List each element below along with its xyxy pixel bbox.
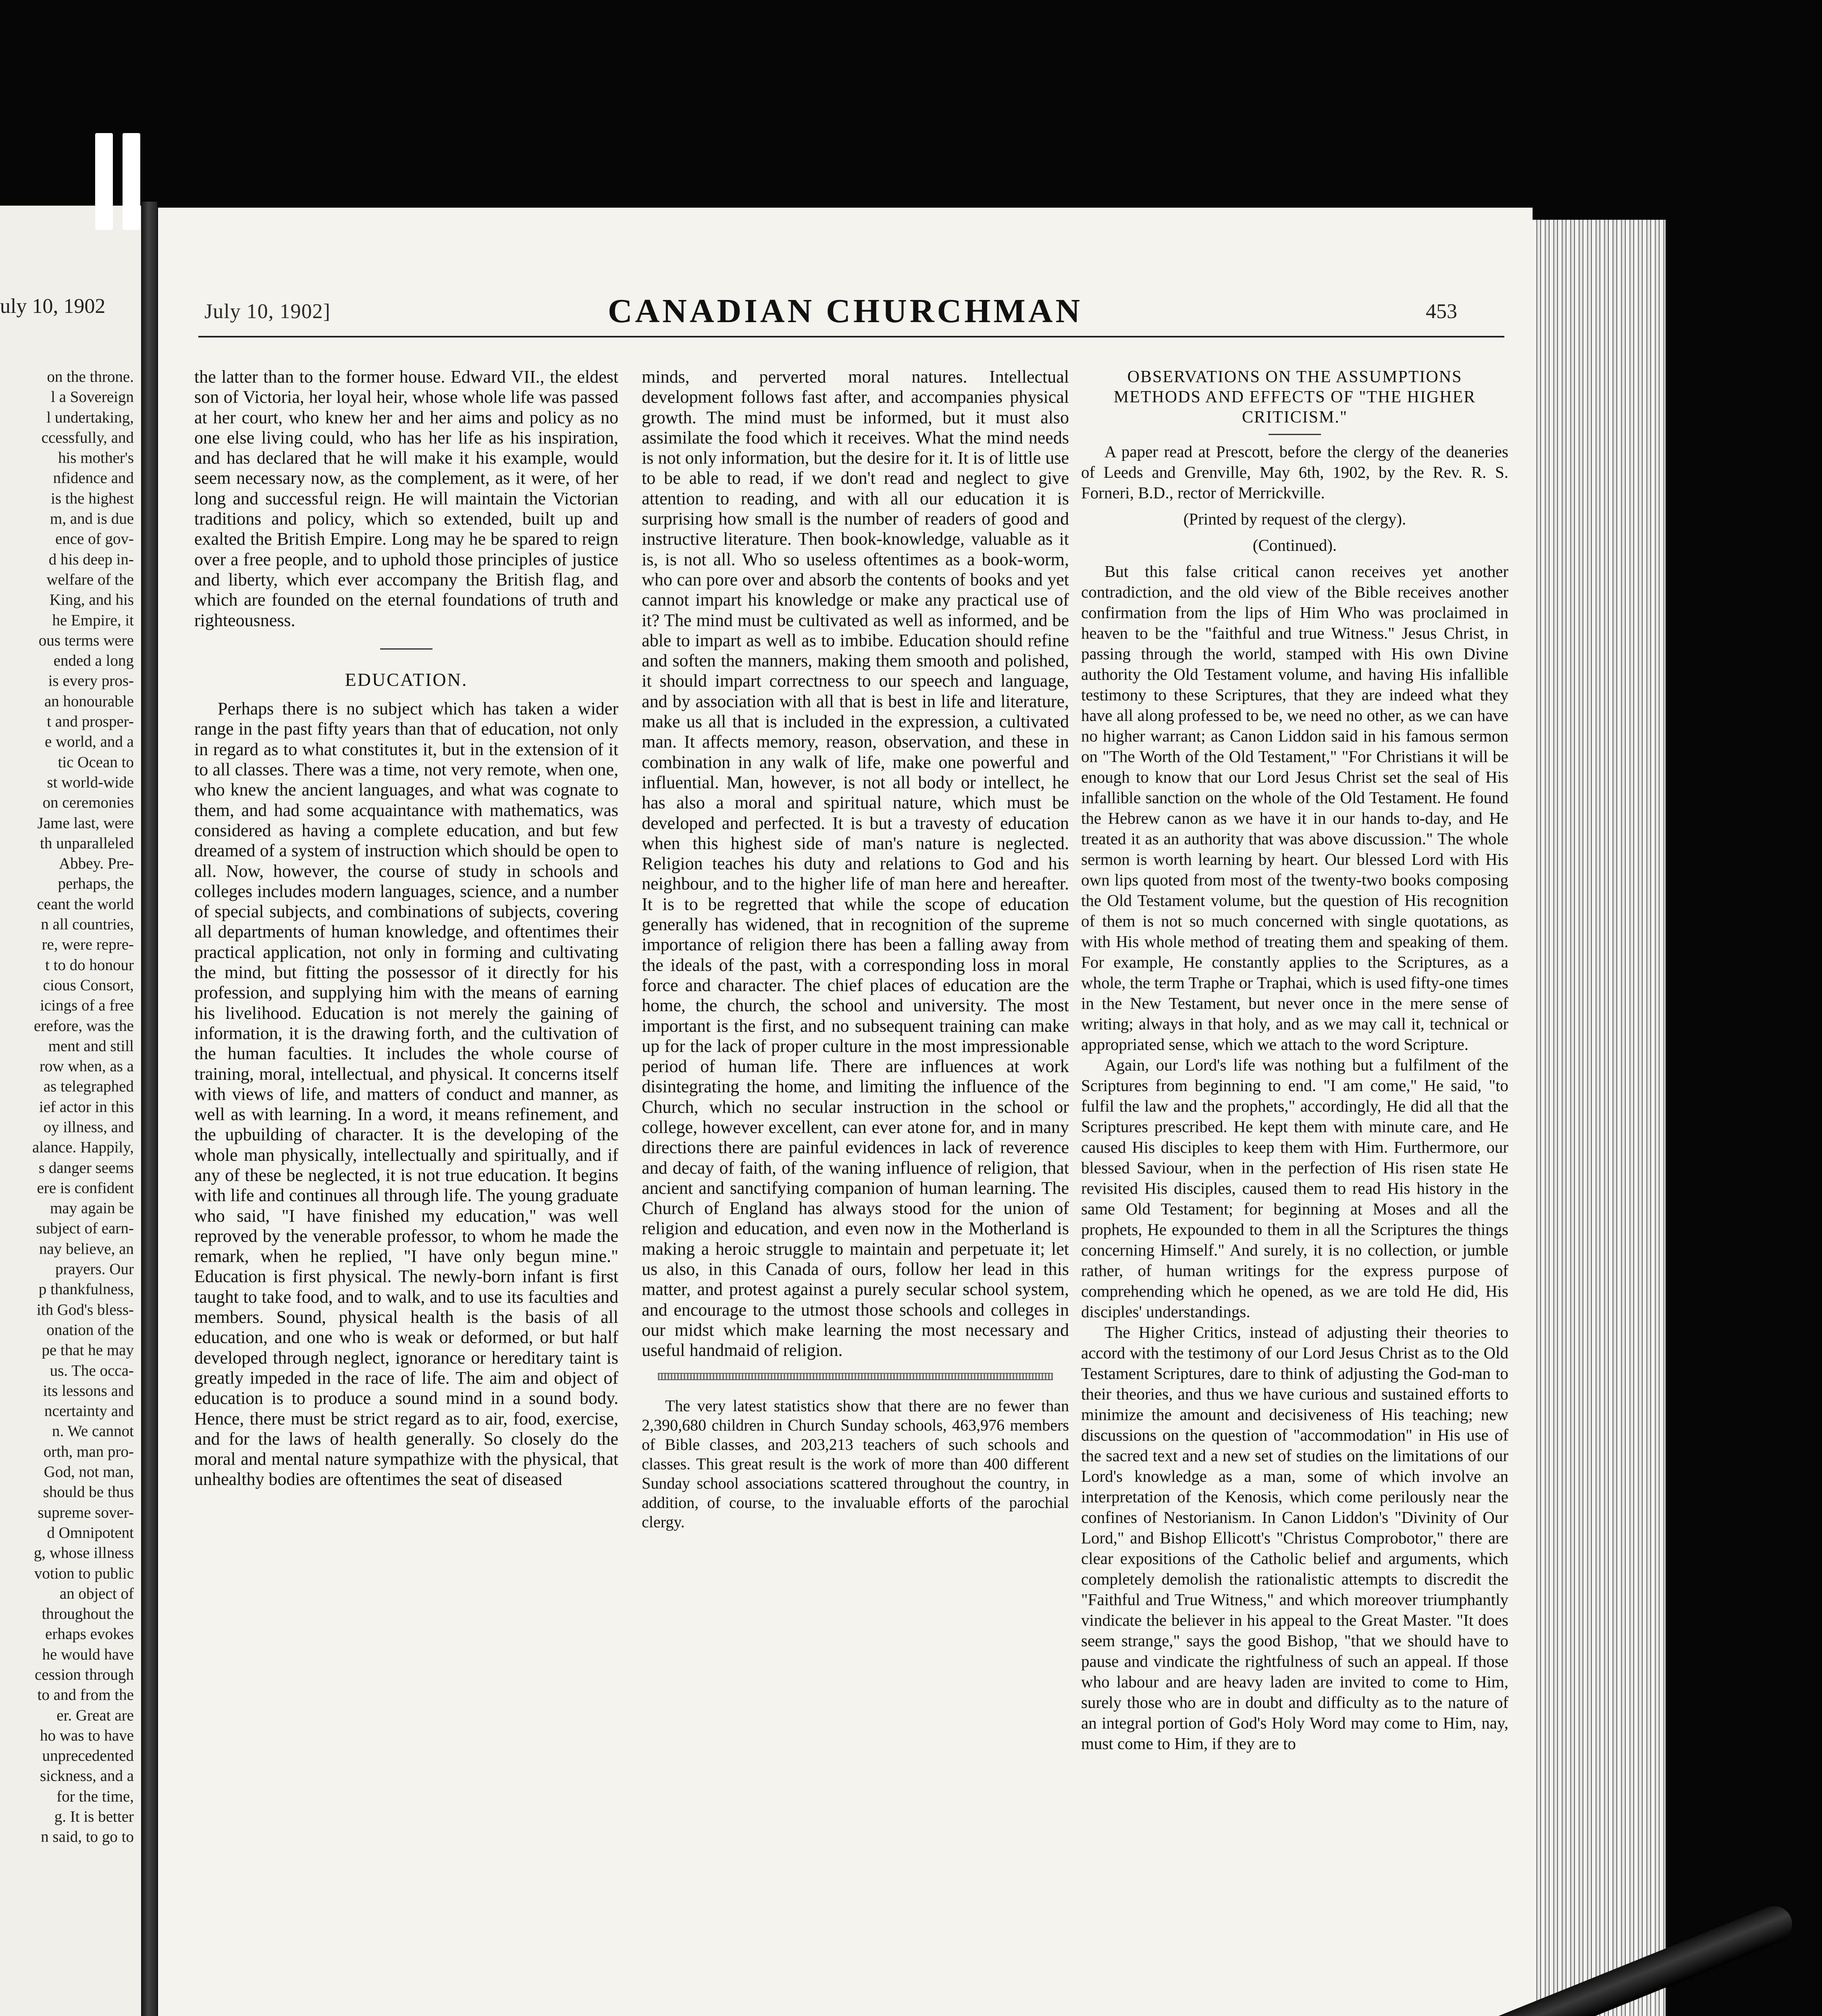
article-title-higher-criticism: OBSERVATIONS ON THE ASSUMPTIONS METHODS AND EFFECTS OF "THE HIGHER CRITICISM." bbox=[1113, 368, 1476, 427]
facing-page-header-date: uly 10, 1902 bbox=[0, 295, 106, 318]
facing-page-line: t and prosper- bbox=[47, 713, 134, 731]
facing-page-line: he would have bbox=[42, 1645, 134, 1663]
facing-page-line: ief actor in this bbox=[39, 1098, 134, 1116]
title-divider bbox=[1269, 434, 1321, 435]
facing-page-line: orth, man pro- bbox=[43, 1443, 134, 1460]
facing-page-line: onation of the bbox=[46, 1321, 134, 1339]
facing-page-line: for the time, bbox=[56, 1787, 134, 1805]
facing-page-line: ncertainty and bbox=[44, 1402, 134, 1420]
facing-page-line: ence of gov- bbox=[55, 530, 134, 548]
facing-page-line: alance. Happily, bbox=[32, 1139, 134, 1156]
facing-page-line: sickness, and a bbox=[40, 1767, 134, 1785]
facing-page-line: Jame last, were bbox=[37, 814, 134, 832]
facing-page-line: should be thus bbox=[43, 1483, 134, 1501]
facing-page-line: God, not man, bbox=[44, 1463, 134, 1481]
ornamental-rule bbox=[658, 1373, 1053, 1380]
facing-page-line: pe that he may bbox=[42, 1341, 134, 1359]
column-2 bbox=[642, 367, 1069, 1532]
facing-page-line: icings of a free bbox=[40, 997, 134, 1014]
newspaper-page bbox=[158, 208, 1533, 2016]
facing-page-line: nay believe, an bbox=[39, 1240, 134, 1258]
facing-page-line: ous terms were bbox=[38, 631, 134, 649]
facing-page-line: his mother's bbox=[58, 449, 134, 467]
facing-page-line: throughout the bbox=[42, 1605, 134, 1623]
facing-page-line: to and from the bbox=[37, 1686, 134, 1704]
paragraph-coronation-conclusion: the latter than to the former house. Edward VII., the eldest son of Victoria, her loyal heir, whose whole life was passed at her court, who knew her and her aims and policy as no one else living could, who has her life as his inspiration, and has declared that he will make it his example, would seem necessary now, as the complement, as it were, of her long and successful reign. He will maintain the Victorian traditions and policy, which so extended, built up and exalted the British Empire. Long may he be spared to reign over a free people, and to uphold those principles of justice and liberty, which ever accompany the British flag, and which are founded on the eternal foundations of truth and righteousness. bbox=[194, 367, 618, 630]
facing-page-line: on ceremonies bbox=[42, 794, 134, 812]
facing-page-line: may again be bbox=[50, 1200, 134, 1217]
facing-page-line: m, and is due bbox=[50, 510, 134, 528]
facing-page-line: ccessfully, and bbox=[41, 429, 134, 446]
section-title-education: EDUCATION. bbox=[345, 669, 468, 690]
facing-page-line: st world-wide bbox=[47, 773, 134, 791]
printed-by-request-note: (Printed by request of the clergy). bbox=[1183, 510, 1406, 528]
article-byline: A paper read at Prescott, before the clergy of the deaneries of Leeds and Grenville, May 6th, 1902, by the Rev. R. S. Forneri, B.D., rector of Merrickville. bbox=[1081, 442, 1508, 502]
facing-page-line: n all countries, bbox=[41, 916, 134, 933]
facing-page-line: on the throne. bbox=[47, 368, 134, 385]
facing-page-line: welfare of the bbox=[46, 571, 134, 588]
film-clip-mark bbox=[123, 133, 140, 230]
facing-page-line: th unparalleled bbox=[40, 834, 134, 852]
facing-page-line: ceant the world bbox=[37, 895, 134, 913]
paragraph-education-continued: minds, and perverted moral natures. Intellectual development follows fast after, and accompanies physical growth. The mind must be informed, but it must also assimilate the food which it receives. What the mind needs is not only information, but the desire for it. It is of little use to be able to read, if we don't read and neglect to give attention to reading, and with all our education it is surprising how small is the number of readers of good and instructive literature. Then book-knowledge, valuable as it is, is not all. Who so useless oftentimes as a book-worm, who can pore over and absorb the contents of books and yet cannot impart his knowledge or make any practical use of it? The mind must be cultivated as well as informed, and be able to impart as well as to imbibe. Education should refine and soften the manners, making them smooth and polished, it should impart correctness to our speech and language, and by association with all that is best in life and literature, make us all that is included in the expression, a cultivated man. It affects memory, reason, observation, and these in combination in any walk of life, make one powerful and influential. Man, however, is not all body or intellect, he has also a moral and spiritual nature, which must be developed and perfected. It is but a travesty of education when this highest side of man's nature is neglected. Religion teaches his duty and relations to God and his neighbour, and to the higher life of man here and hereafter. It is to be regretted that while the scope of education generally has widened, that in recognition of the supreme importance of religion there has been a falling away from the ideals of the past, with a corresponding loss in moral force and character. The chief places of education are the home, the church, the school and university. The most important is the first, and no subsequent training can make up for the lack of proper culture in the most impressionable period of human life. There are influences at work disintegrating the home, and limiting the influence of the Church, which no secular instruction in the school or college, however excellent, can ever atone for, and in many directions there are painful evidences in lack of reverence and decay of faith, of the waning influence of religion, that ancient and sanctifying companion of human learning. The Church of England has always stood for the union of religion and education, and even now in the Motherland is making a heroic struggle to maintain and perpetuate it; let us also, in this Canada of ours, follow her lead in this matter, and protest against a purely secular school system, and encourage to the utmost those schools and colleges in our midst which make learning the most necessary and useful handmaid of religion. bbox=[642, 367, 1069, 1360]
facing-page-line: an honourable bbox=[44, 692, 134, 710]
facing-page-line: erhaps evokes bbox=[45, 1625, 134, 1643]
facing-page-line: e world, and a bbox=[45, 733, 134, 751]
book-gutter bbox=[141, 202, 157, 2016]
facing-page-line: t to do honour bbox=[45, 956, 134, 974]
facing-page-line: l a Sovereign bbox=[51, 388, 134, 406]
book-page-edges bbox=[1533, 220, 1666, 2016]
facing-page-line: erefore, was the bbox=[34, 1017, 134, 1035]
continued-note: (Continued). bbox=[1252, 536, 1337, 554]
facing-page-line: ith God's bless- bbox=[36, 1301, 134, 1318]
facing-page-line: its lessons and bbox=[43, 1382, 134, 1400]
facing-page-line: an object of bbox=[59, 1585, 134, 1602]
facing-page-line: l undertaking, bbox=[46, 408, 134, 426]
masthead-title: CANADIAN CHURCHMAN bbox=[607, 292, 1083, 330]
facing-page-line: ho was to have bbox=[40, 1727, 134, 1744]
facing-page-line: supreme sover- bbox=[37, 1504, 134, 1521]
facing-page-line: re, were repre- bbox=[42, 936, 134, 954]
facing-page-line: row when, as a bbox=[40, 1058, 134, 1075]
facing-page-line: subject of earn- bbox=[36, 1220, 134, 1237]
facing-page-line: tic Ocean to bbox=[58, 753, 134, 771]
facing-page-line: cession through bbox=[35, 1666, 134, 1683]
facing-page-line: is every pros- bbox=[48, 672, 134, 690]
header-rule bbox=[198, 336, 1504, 337]
facing-page-line: oy illness, and bbox=[43, 1118, 134, 1136]
facing-page-line: us. The occa- bbox=[50, 1362, 134, 1379]
facing-page-line: ere is confident bbox=[37, 1179, 134, 1197]
paragraph-canon-contradiction: But this false critical canon receives yet another contradiction, and the old view of the Bible receives another confirmation from the lips of Him Who was proclaimed in heaven to be the "faithful and true Witness." Jesus Christ, in passing through the world, stamped with His own Divine authority the Old Testament volume, and having His infallible testimony to these Scriptures, that they are indeed what they have all along professed to be, we need no other, as we can have no higher warrant; as Canon Liddon said in his famous sermon on "The Worth of the Old Testament," "For Christians it will be enough to know that our Lord Jesus Christ set the seal of His infallible sanction on the whole of the Old Testament. He found the Hebrew canon as we have it in our hands to-day, and He treated it as an authority that was above discussion." The whole sermon is worth learning by heart. Our blessed Lord with His own lips quoted from most of the twenty-two books composing the Old Testament volume, but the question of His recognition of them is not so much concerned with single quotations, as with His whole method of treating them and speaking of them. For example, He constantly applies to the Scriptures, as a whole, the term Traphe or Traphai, which is used fifty-one times in the New Testament, but never once in the mere sense of writing; always in that holy, and as we may call it, technical or appropriated sense, which we attach to the word Scripture. bbox=[1081, 562, 1508, 1054]
paragraph-fulfilment-of-scriptures: Again, our Lord's life was nothing but a fulfilment of the Scriptures from beginning to end. "I am come," He said, "to fulfil the law and the prophets," accordingly, He did all that the Scriptures prescribed. He kept them with minute care, and He caused His disciples to keep them with Him. Furthermore, our blessed Saviour, when in the perfection of His risen state He revisited His disciples, caused them to read His history in the same Old Testament; for beginning at Moses and all the prophets, He expounded to them in all the Scriptures the things concerning Himself." And surely, it is no collection, or jumble rather, of human writings for the express purpose of comprehending which he opened, as we are told He did, His disciples' understandings. bbox=[1081, 1056, 1508, 1321]
column-1 bbox=[194, 367, 618, 1490]
facing-page-line: g. It is better bbox=[54, 1808, 134, 1826]
facing-page-line: s danger seems bbox=[38, 1159, 134, 1177]
facing-page-line: g, whose illness bbox=[33, 1544, 134, 1562]
running-header-date: July 10, 1902] bbox=[204, 300, 331, 323]
facing-page-text bbox=[1, 367, 134, 1847]
facing-page-line: n. We cannot bbox=[52, 1422, 134, 1440]
facing-page-line: n said, to go to bbox=[41, 1828, 134, 1846]
facing-page-line: Abbey. Pre- bbox=[59, 855, 134, 873]
facing-page-line: d Omnipotent bbox=[47, 1524, 134, 1541]
facing-page-line: is the highest bbox=[51, 489, 134, 507]
section-divider bbox=[380, 648, 433, 650]
facing-page-line: prayers. Our bbox=[55, 1260, 134, 1278]
facing-page-line: as telegraphed bbox=[43, 1078, 134, 1095]
film-clip-mark bbox=[95, 133, 113, 230]
facing-page bbox=[0, 206, 141, 2016]
paragraph-higher-critics: The Higher Critics, instead of adjusting their theories to accord with the testimony of our Lord Jesus Christ as to the Old Testament Scriptures, dare to think of adjusting the God-man to their theories, and thus we have curious and sustained efforts to minimize the amount and decisiveness of His teaching; new discussions on the question of "accommodation" in His use of the sacred text and a new set of studies on the limitations of our Lord's knowledge as a man, some of which involve an interpretation of the Kenosis, which come perilously near the confines of Nestorianism. In Canon Liddon's "Divinity of Our Lord," and Bishop Ellicott's "Christus Comprobotor," there are clear expositions of the Catholic belief and arguments, which completely demolish the rationalistic attempts to discredit the "Faithful and True Witness," and which moreover triumphantly vindicate the believer in his appeal to the Great Master. "It does seem strange," says the good Bishop, "that we should have to pause and vindicate the rightfulness of such an appeal. If those who labour and are heavy laden are invited to come to Him, surely those who are in doubt and difficulty as to the nature of an integral portion of God's Holy Word may come to Him, nay, must come to Him, if they are to bbox=[1081, 1323, 1508, 1753]
facing-page-line: nfidence and bbox=[53, 469, 134, 487]
facing-page-line: d his deep in- bbox=[48, 550, 134, 568]
facing-page-line: ended a long bbox=[53, 652, 134, 670]
facing-page-line: perhaps, the bbox=[58, 875, 134, 893]
facing-page-line: ment and still bbox=[48, 1037, 134, 1055]
facing-page-line: unprecedented bbox=[42, 1747, 134, 1765]
facing-page-line: er. Great are bbox=[56, 1706, 134, 1724]
facing-page-line: p thankfulness, bbox=[38, 1281, 134, 1298]
facing-page-line: votion to public bbox=[34, 1564, 134, 1582]
paragraph-sunday-school-statistics: The very latest statistics show that there are no fewer than 2,390,680 children in Church Sunday schools, 463,976 members of Bible classes, and 203,213 teachers of such schools and classes. This great result is the work of more than 400 different Sunday school associations scattered throughout the country, in addition, of course, to the invaluable efforts of the parochial clergy. bbox=[642, 1396, 1069, 1531]
facing-page-line: he Empire, it bbox=[52, 611, 134, 629]
column-3 bbox=[1081, 367, 1508, 1754]
facing-page-line: cious Consort, bbox=[43, 976, 134, 994]
paragraph-education: Perhaps there is no subject which has taken a wider range in the past fifty years than that of education, not only in regard as to what constitutes it, but in the extension of it to all classes. There was a time, not very remote, when one, who knew the ancient languages, and what was cognate to them, and had some acquaintance with mathematics, was considered as having a complete education, and but few dreamed of a system of instruction which should be open to all. Now, however, the course of study in schools and colleges includes modern languages, science, and a number of special subjects, and combinations of subjects, covering all departments of human knowledge, and oftentimes their practical application, not only in forming and cultivating the mind, but fitting the possessor of it directly for his profession, and supplying him with the means of earning his livelihood. Education is not merely the gaining of information, it is the drawing forth, and the cultivation of the human faculties. It includes the whole course of training, moral, intellectual, and physical. It concerns itself with views of life, and matters of conduct and manner, as well as with learning. In a word, it means refinement, and the upbuilding of character. It is the developing of the whole man physically, intellectually and spiritually, and if any of these be neglected, it is not true education. It begins with life and continues all through life. The young graduate who said, "I have finished my education," was well reproved by the venerable professor, to whom he made the remark, when he replied, "I have only begun mine." Education is first physical. The newly-born infant is first taught to take food, and to walk, and to use its faculties and members. Sound, physical health is the basis of all education, and one who is weak or deformed, or but half developed through neglect, ignorance or hereditary taint is greatly impeded in the race of life. The aim and object of education is to produce a sound mind in a sound body. Hence, there must be strict regard as to air, food, exercise, and for the laws of health generally. So closely do the moral and mental nature sympathize with the physical, that unhealthy bodies are oftentimes the seat of diseased bbox=[194, 699, 618, 1489]
page-number: 453 bbox=[1426, 300, 1457, 323]
facing-page-line: King, and his bbox=[49, 591, 134, 609]
